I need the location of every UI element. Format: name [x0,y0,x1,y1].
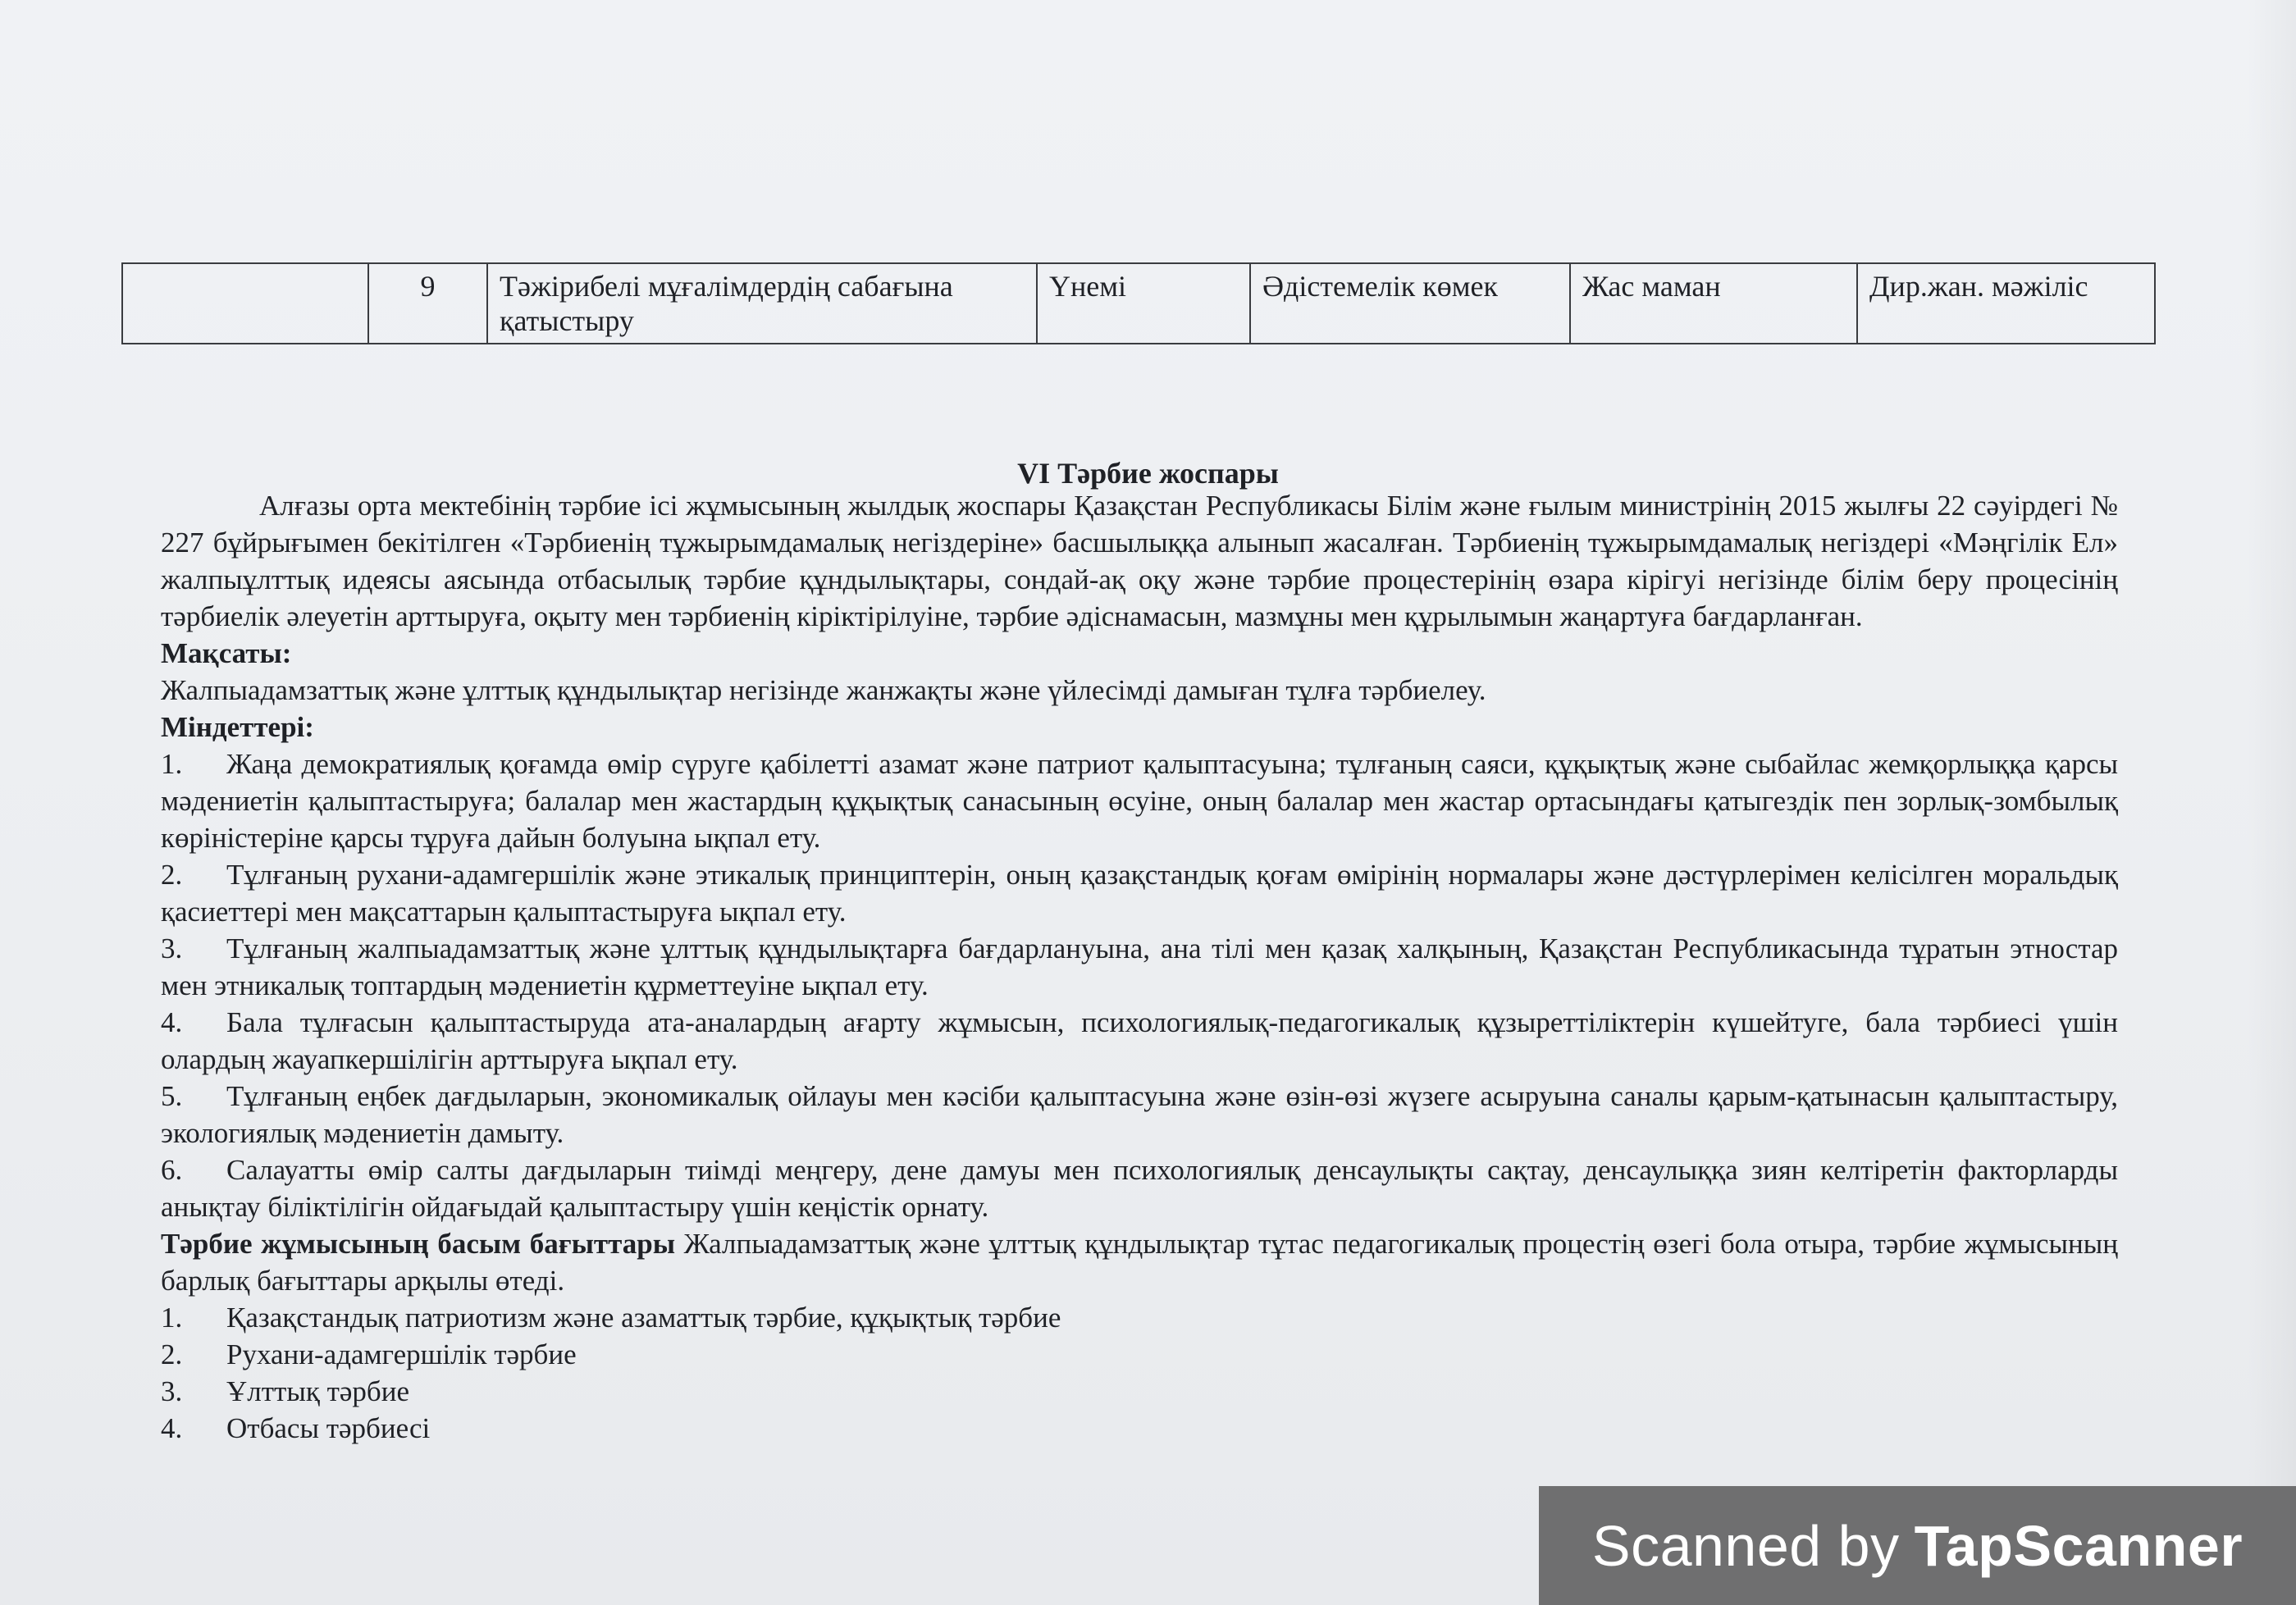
list-item-text: Қазақстандық патриотизм және азаматтық тәрбие, құқықтық тәрбие [226,1302,1061,1334]
plan-table [121,262,2156,344]
list-item-text: Тұлғаның еңбек дағдыларын, экономикалық ойлауы мен кәсіби қалыптасуына және өзін-өзі жүзеге асыруына саналы қарым-қатынасын қалыптастыру, экологиялық мәдениетін дамыту. [161,1080,2118,1149]
list-item-text: Бала тұлғасын қалыптастыруда ата-аналардың ағарту жұмысын, психологиялық-педагогикалық құзыреттіліктерін күшейтуге, бала тәрбиесі үшін олардың жауапкершілігін арттыруға ықпал ету. [161,1006,2118,1075]
list-item [161,1078,2118,1151]
table-cell-period: Үнемі [1037,263,1250,344]
watermark-prefix: Scanned by [1591,1513,1900,1578]
table-cell-activity: Тәжірибелі мұғалімдердің сабағына қатыстыру [487,263,1037,344]
list-item-number: 4. [161,1412,183,1444]
list-item-number: 1. [161,748,183,780]
list-item-text: Тұлғаның жалпыадамзаттық және ұлттық құндылықтарға бағдарлануына, ана тілі мен қазақ халқының, Қазақстан Республикасында тұратын этностар мен этникалық топтардың мәдениетін құрметтеуіне ықпал ету. [161,932,2118,1001]
table-cell-target: Жас маман [1570,263,1857,344]
list-item [161,930,2118,1004]
document-body [161,487,2118,1447]
list-item-number: 2. [161,1338,183,1370]
list-item [161,1004,2118,1078]
list-item-number: 1. [161,1302,183,1334]
list-item [161,856,2118,930]
watermark-brand: TapScanner [1914,1513,2244,1578]
list-item-number: 3. [161,1375,183,1407]
goal-text: Жалпыадамзаттық және ұлттық құндылықтар негізінде жанжақты және үйлесімді дамыған тұлға тәрбиелеу. [161,674,1486,706]
list-item [161,1299,2118,1336]
list-item-number: 3. [161,932,183,964]
table-cell-where: Дир.жан. мәжіліс [1857,263,2155,344]
list-item-number: 5. [161,1080,183,1112]
directions-paragraph [161,1225,2118,1299]
table-row [122,263,2155,344]
list-item [161,1151,2118,1225]
page-edge-shadow [2247,0,2296,1605]
list-item [161,1410,2118,1447]
directions-text: Жалпыадамзаттық және ұлттық құндылықтар тұтас педагогикалық процестің өзегі бола отыра, тәрбие жұмысының барлық бағыттары арқылы өтеді. [161,1228,2119,1297]
list-item-text: Салауатты өмір салты дағдыларын тиімді меңгеру, дене дамуы мен психологиялық денсаулықты сақтау, денсаулыққа зиян келтіретін факторларды анықтау біліктілігін ойдағыдай қалыптастыру үшін кеңістік орнату. [161,1154,2118,1223]
table-cell-number: 9 [368,263,487,344]
scanner-watermark [1539,1486,2296,1605]
list-item-text: Жаңа демократиялық қоғамда өмір сүруге қабілетті азамат және патриот қалыптасуына; тұлғаның саяси, құқықтық және сыбайлас жемқорлыққа қарсы мәдениетін қалыптастыруға; балалар мен жастардың құқықтық санасының өсуіне, оның балалар мен жастар ортасындағы қатыгездік пен зорлық-зомбылық көріністеріне қарсы тұруға дайын болуына ықпал ету. [161,748,2118,854]
list-item [161,1336,2118,1373]
goal-heading: Мақсаты: [161,637,292,669]
tasks-heading: Міндеттері: [161,711,314,743]
list-item-text: Отбасы тәрбиесі [226,1412,431,1444]
table-cell-form: Әдістемелік көмек [1250,263,1570,344]
section-title: VI Тәрбие жоспары [1017,457,1279,490]
intro-paragraph: Алғазы орта мектебінің тәрбие ісі жұмысының жылдық жоспары Қазақстан Республикасы Білім және ғылым министрінің 2015 жылғы 22 сәуірдегі № 227 бұйрығымен бекітілген «Тәрбиенің тұжырымдамалық негіздеріне» басшылыққа алынып жасалған. Тәрбиенің тұжырымдамалық негіздері «Мәңгілік Ел» жалпыұлттық идеясы аясында отбасылық тәрбие құндылықтары, сондай-ақ оқу және тәрбие процестерінің өзара кірігуі негізінде білім беру процесінің тәрбиелік әлеуетін арттыруға, оқыту мен тәрбиенің кіріктірілуіне, тәрбие әдіснамасын, мазмұны мен құрылымын жаңартуға бағдарланған. [161,490,2118,632]
list-item-text: Ұлттық тәрбие [226,1375,410,1407]
list-item-number: 4. [161,1006,183,1038]
list-item [161,1373,2118,1410]
list-item-number: 2. [161,859,183,891]
list-item-number: 6. [161,1154,183,1186]
list-item [161,746,2118,856]
list-item-text: Рухани-адамгершілік тәрбие [226,1338,577,1370]
directions-heading: Тәрбие жұмысының басым бағыттары [161,1228,676,1260]
list-item-text: Тұлғаның рухани-адамгершілік және этикалық принциптерін, оның қазақстандық қоғам өмірінің нормалары және дәстүрлерімен келісілген моральдық қасиеттері мен мақсаттарын қалыптастыруға ықпал ету. [161,859,2118,928]
table-cell-empty [122,263,368,344]
